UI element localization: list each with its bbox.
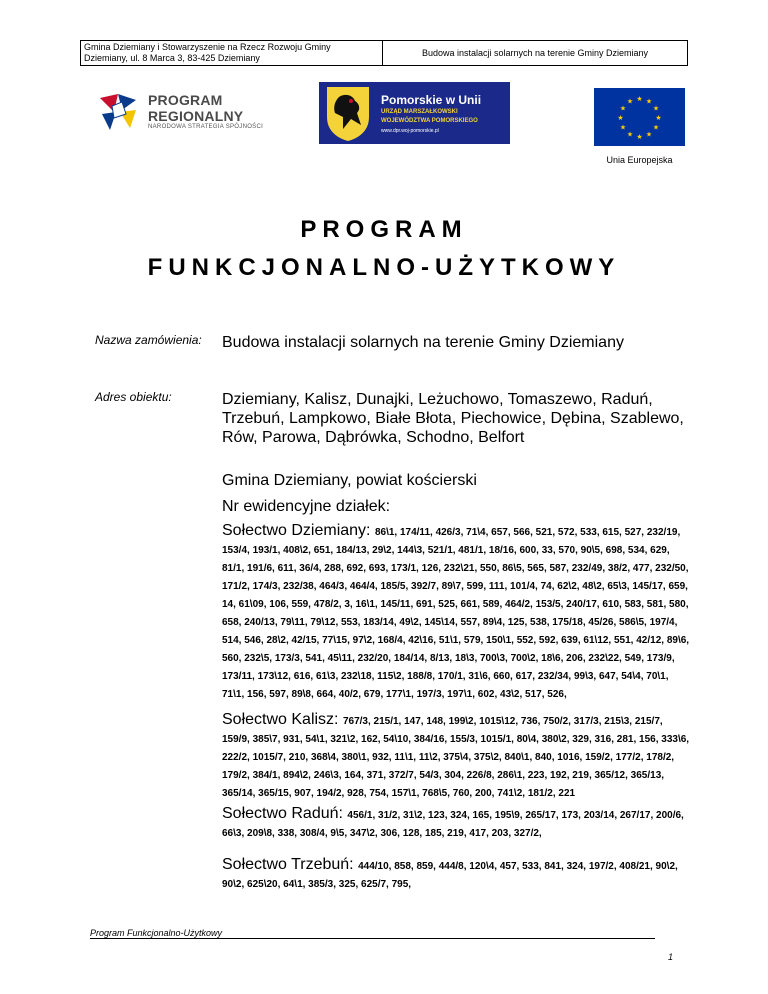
header-org-line1: Gmina Dziemiany i Stowarzyszenie na Rzecz Rozwoju Gminy <box>84 42 331 52</box>
solectwo-kalisz <box>222 710 692 801</box>
order-label: Nazwa zamówienia: <box>95 333 202 347</box>
svg-text:★: ★ <box>655 114 662 122</box>
svg-text:★: ★ <box>636 95 643 103</box>
solectwo-plot-numbers: 86\1, 174/11, 426/3, 71\4, 657, 566, 521, 572, 533, 615, 527, 232/19, 153/4, 193/1, 408\2, 651, 184/13, 29\2, 144\3, 521/1, 481/1, 18/16, 600, 33, 570, 90\5, 698, 534, 629, 81/1, 191/6, 611, 36/4, 288, 692, 693, 173/1, 126, 232\21, 550, 86\5, 565, 587, 232/49, 38/2, 477, 232/50, 171/2, 174/3, 232/38, 464/3, 464/4, 185/5, 392/7, 89\7, 599, 111, 101/4, 74, 62\2, 48\2, 65\3, 145/17, 659, 14, 61\09, 106, 559, 478/2, 3, 16\1, 145/11, 691, 525, 661, 589, 464/2, 153/5, 240/17, 610, 583, 581, 580, 658, 240/13, 79\11, 79\12, 553, 183/14, 49\2, 145\14, 557, 89\4, 125, 538, 175/18, 45/26, 586\5, 197/4, 514, 546, 28\2, 42/15, 77\15, 97\2, 168/4, 42\16, 51\1, 579, 150\1, 552, 592, 639, 61\12, 551, 42/12, 89\6, 560, 232\5, 173/3, 541, 45\11, 232/20, 184/14, 8/13, 18\3, 700\3, 700\2, 18\6, 206, 232\22, 549, 173/9, 173/11, 173\12, 616, 61\3, 232\18, 115\2, 188/8, 170/1, 31\6, 660, 617, 232/34, 99\3, 647, 54\4, 70\1, 71\1, 156, 597, 89\8, 664, 40/2, 679, 177\1, 197/3, 197\1, 602, 43\2, 517, 526, <box>222 527 690 700</box>
solectwo-plot-numbers: 767/3, 215/1, 147, 148, 199\2, 1015\12, 736, 750/2, 317/3, 215\3, 215/7, 159/9, 385\7, 931, 54\1, 321\2, 162, 54\10, 384/16, 155/3, 1015/1, 80\4, 380\2, 329, 316, 281, 156, 333\6, 222/2, 1015/7, 210, 368\4, 380\1, 932, 11\1, 11\2, 375\4, 375\2, 840\1, 840, 1016, 159/2, 177/2, 178/2, 179/2, 384/1, 894\2, 246\3, 164, 371, 372/7, 54/3, 304, 226/8, 286\1, 223, 192, 219, 365/12, 365/13, 365/14, 365/15, 907, 194/2, 928, 754, 157\1, 768\5, 760, 200, 741\2, 181/2, 221 <box>222 716 690 799</box>
page-header <box>80 40 688 66</box>
svg-text:★: ★ <box>619 104 627 113</box>
program-regionalny-subtitle: NARODOWA STRATEGIA SPÓJNOŚCI <box>148 124 264 130</box>
pomorskie-subtitle-2: WOJEWÓDZTWA POMORSKIEGO <box>381 117 478 124</box>
svg-text:★: ★ <box>636 133 643 141</box>
order-value: Budowa instalacji solarnych na terenie Gminy Dziemiany <box>222 334 624 351</box>
solectwo-name: Sołectwo Dziemiany: <box>222 522 371 539</box>
footer-title: Program Funkcjonalno-Użytkowy <box>90 928 223 938</box>
svg-text:★: ★ <box>626 130 634 139</box>
program-regionalny-emblem-icon <box>96 88 142 134</box>
svg-text:★: ★ <box>645 130 653 139</box>
address-value: Dziemiany, Kalisz, Dunajki, Leżuchowo, Tomaszewo, Raduń, Trzebuń, Lampkowo, Białe Błota, Piechowice, Dębina, Szablewo, Rów, Parowa, Dąbrówka, Schodno, Belfort <box>222 391 684 446</box>
header-project-title: Budowa instalacji solarnych na terenie Gminy Dziemiany <box>421 48 649 58</box>
solectwo-name: Sołectwo Kalisz: <box>222 711 339 728</box>
solectwo-dziemiany <box>222 521 692 702</box>
header-org-line2: Dziemiany, ul. 8 Marca 3, 83-425 Dziemiany <box>84 53 260 63</box>
solectwo-plot-numbers: 444/10, 858, 859, 444/8, 120\4, 457, 533, 841, 324, 197/2, 408/21, 90\2, 90\2, 625\20, 64\1, 385/3, 325, 625/7, 795, <box>222 861 678 890</box>
svg-text:★: ★ <box>645 97 653 106</box>
svg-text:★: ★ <box>652 104 660 113</box>
program-regionalny-title: PROGRAM REGIONALNY <box>148 92 244 124</box>
solectwo-name: Sołectwo Raduń: <box>222 805 343 822</box>
header-left-cell <box>81 41 383 65</box>
pomorskie-subtitle-1: URZĄD MARSZAŁKOWSKI <box>381 108 458 115</box>
svg-text:★: ★ <box>617 114 624 122</box>
eu-flag-icon <box>594 88 685 146</box>
solectwo-radun <box>222 804 692 841</box>
document-title-line2: FUNKCJONALNO-UŻYTKOWY <box>147 254 621 281</box>
solectwo-trzebun <box>222 855 692 892</box>
svg-text:★: ★ <box>626 97 634 106</box>
eu-label: Unia Europejska <box>606 155 673 165</box>
page-number: 1 <box>668 952 674 962</box>
solectwo-plot-numbers: 456/1, 31/2, 31\2, 123, 324, 165, 195\9, 265/17, 173, 203/14, 267/17, 200/6, 66\3, 209\8, 338, 308/4, 9\5, 347\2, 306, 128, 185, 219, 417, 203, 327/2, <box>222 810 684 839</box>
svg-text:★: ★ <box>652 123 660 132</box>
program-regionalny-logo <box>96 86 296 136</box>
pomorskie-url: www.dpr.woj-pomorskie.pl <box>381 127 439 134</box>
commune-text: Gmina Dziemiany, powiat kościerski <box>222 472 477 489</box>
solectwo-name: Sołectwo Trzebuń: <box>222 856 354 873</box>
footer-divider <box>90 938 655 939</box>
pomorskie-title: Pomorskie w Unii <box>381 92 482 107</box>
griffin-crest-icon <box>321 83 375 143</box>
document-title-line1: PROGRAM <box>300 216 468 243</box>
pomorskie-w-unii-logo <box>319 82 510 144</box>
svg-text:★: ★ <box>619 123 627 132</box>
address-label: Adres obiektu: <box>95 390 172 404</box>
plots-heading: Nr ewidencyjne działek: <box>222 498 391 515</box>
